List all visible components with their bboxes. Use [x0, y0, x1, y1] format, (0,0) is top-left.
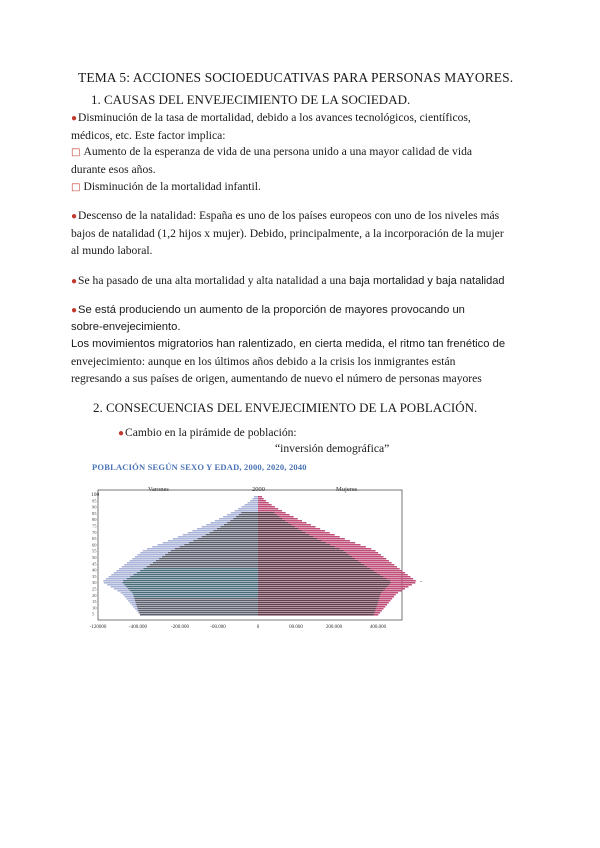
male-bar-inner — [165, 554, 258, 555]
male-bar — [252, 498, 258, 500]
chart-title: POBLACIÓN SEGÚN SEXO Y EDAD, 2000, 2020, 2040 — [92, 462, 307, 472]
bullet-icon: ● — [71, 305, 78, 316]
p2-line3: al mundo laboral. — [71, 244, 153, 258]
female-bar-inner — [258, 572, 377, 573]
female-bar-inner — [258, 542, 326, 543]
female-bar-inner — [258, 600, 378, 601]
male-bar-inner — [127, 578, 258, 579]
male-bar-inner — [123, 580, 258, 581]
paragraph-mortality — [71, 109, 471, 144]
male-bar-inner — [156, 560, 258, 561]
female-bar-inner — [258, 590, 383, 591]
male-bar-inner — [153, 562, 258, 563]
female-bar-inner — [258, 518, 282, 519]
female-bar-inner — [258, 524, 291, 525]
female-bar-inner — [258, 610, 375, 611]
y-tick: 25 — [92, 586, 97, 592]
section-2-heading: 2. CONSECUENCIAS DEL ENVEJECIMIENTO DE LA POBLACIÓN. — [93, 400, 478, 415]
male-bar-inner — [150, 564, 258, 565]
y-tick: 55 — [92, 548, 97, 554]
x-tick-label: 400.000 — [369, 625, 387, 630]
female-bar-inner — [258, 586, 387, 587]
square-bullet-icon: □ — [71, 182, 81, 194]
male-bar-inner — [134, 596, 258, 597]
female-bar-inner — [258, 588, 385, 589]
female-bar-inner — [258, 604, 377, 605]
female-bar-inner — [258, 522, 288, 523]
male-bar-inner — [184, 544, 258, 545]
male-bar-inner — [217, 528, 258, 529]
female-bar-inner — [258, 584, 389, 585]
female-bar-inner — [258, 520, 285, 521]
male-bar — [254, 496, 258, 498]
paragraph-migration — [71, 353, 482, 387]
bullet-icon: ● — [71, 211, 78, 222]
paragraph-aging — [71, 302, 505, 354]
p4-line2: sobre-envejecimiento. — [71, 321, 181, 334]
x-tick-label: -00.000 — [210, 625, 226, 630]
square-bullet-icon: □ — [71, 147, 81, 158]
p1-line1: Disminución de la tasa de mortalidad, debido a los avances tecnológicos, científicos, — [78, 111, 471, 124]
female-bar-inner — [258, 578, 387, 579]
female-bar-inner — [258, 532, 305, 533]
sub1-line1: Aumento de la esperanza de vida de una persona unido a una mayor calidad de vida — [83, 145, 473, 158]
male-bar-inner — [180, 546, 258, 547]
p3-b: baja mortalidad y baja natalidad — [349, 275, 505, 287]
female-bar-inner — [258, 582, 391, 583]
male-bar-inner — [136, 604, 258, 605]
male-bar-inner — [233, 518, 258, 519]
male-bar-inner — [206, 534, 258, 535]
male-bar-inner — [137, 572, 258, 573]
bullet-icon: ● — [71, 276, 78, 287]
y-tick: 85 — [92, 510, 97, 516]
male-bar-inner — [221, 526, 258, 527]
y-tick: 70 — [92, 529, 97, 535]
paragraph-transition — [71, 272, 504, 290]
female-bar-inner — [258, 562, 361, 563]
female-bar-inner — [258, 594, 380, 595]
female-bar-inner — [258, 536, 313, 537]
male-bar-inner — [159, 558, 258, 559]
male-bar-inner — [130, 590, 258, 591]
sub1-line2: durante esos años. — [71, 163, 156, 177]
male-bar-inner — [138, 610, 258, 611]
male-bar-inner — [132, 592, 258, 593]
p2-line1: Descenso de la natalidad: España es uno de los países europeos con uno de los niveles más — [78, 209, 500, 222]
male-bar-inner — [139, 612, 258, 613]
female-bar-inner — [258, 608, 376, 609]
label-females: Mujeres — [336, 486, 358, 493]
female-bar-inner — [258, 548, 339, 549]
female-bar-inner — [258, 550, 343, 551]
p5-line3: regresando a sus países de origen, aumentando de nuevo el número de personas mayores — [71, 372, 482, 386]
male-bar-inner — [130, 576, 258, 577]
male-bar-inner — [136, 602, 258, 603]
male-bar-inner — [133, 594, 258, 595]
y-tick: 95 — [92, 498, 97, 504]
male-bar-inner — [189, 542, 258, 543]
y-tick: 15 — [92, 599, 97, 605]
document-title: TEMA 5: ACCIONES SOCIOEDUCATIVAS PARA PERSONAS MAYORES. — [78, 70, 514, 85]
y-tick: 35 — [92, 573, 97, 579]
p1-line2: médicos, etc. Este factor implica: — [71, 129, 226, 143]
female-bar-inner — [258, 596, 380, 597]
female-bar-inner — [258, 592, 381, 593]
y-tick: 5 — [92, 611, 95, 617]
female-bar-inner — [258, 512, 274, 513]
male-bar — [241, 506, 258, 508]
male-bar-inner — [239, 514, 258, 515]
male-bar-inner — [123, 582, 258, 583]
y-tick: 90 — [92, 504, 97, 510]
female-bar-inner — [258, 570, 373, 571]
male-bar-inner — [134, 598, 258, 599]
sub2: Disminución de la mortalidad infantil. — [83, 180, 261, 194]
female-bar — [258, 502, 269, 504]
male-bar-inner — [140, 614, 258, 615]
female-bar-inner — [258, 566, 367, 567]
p4-line1: Se está produciendo un aumento de la proporción de mayores provocando un — [78, 304, 465, 316]
bullet-icon: ● — [118, 428, 125, 439]
x-tick-label: -400.000 — [129, 625, 147, 630]
y-tick: 20 — [92, 592, 97, 598]
male-bar-inner — [171, 550, 258, 551]
female-bar-inner — [258, 558, 355, 559]
male-bar-inner — [175, 548, 258, 549]
female-bar — [258, 496, 262, 498]
label-males: Varones — [148, 486, 169, 493]
female-bar-inner — [258, 530, 302, 531]
male-bar — [248, 502, 258, 504]
sublist-life-expectancy — [71, 143, 472, 197]
female-bar-inner — [258, 540, 321, 541]
female-bar — [258, 510, 282, 512]
x-tick-label: -200.000 — [171, 625, 189, 630]
x-tick-label: 00.000 — [289, 625, 303, 630]
pyramid-change-text: Cambio en la pirámide de población: — [125, 426, 297, 439]
male-bar-inner — [140, 570, 258, 571]
x-ticks — [90, 625, 387, 630]
y-tick: 45 — [92, 561, 97, 567]
male-bar-inner — [128, 588, 258, 589]
paragraph-natality — [71, 207, 504, 260]
p2-line2: bajos de natalidad (1,2 hijos x mujer). Debido, principalmente, a la incorporación de la mujer — [71, 227, 504, 241]
female-bar-inner — [258, 606, 377, 607]
male-bar-inner — [227, 522, 258, 523]
male-bar — [238, 508, 258, 510]
male-bar-inner — [137, 606, 258, 607]
female-bar-inner — [258, 602, 378, 603]
male-bar-inner — [224, 524, 258, 525]
label-year: 2000 — [252, 486, 265, 493]
female-bar-inner — [258, 614, 374, 615]
female-bar — [258, 508, 278, 510]
female-bar-inner — [258, 574, 380, 575]
female-bar-inner — [258, 534, 309, 535]
y-tick-top: 100 — [91, 492, 100, 498]
female-bar-inner — [258, 538, 317, 539]
female-bar-inner — [258, 516, 279, 517]
male-bar-inner — [162, 556, 258, 557]
y-tick: 50 — [92, 555, 97, 560]
male-bar-inner — [147, 566, 258, 567]
female-bar-inner — [258, 552, 346, 553]
male-bar-inner — [210, 532, 258, 533]
female-bar-inner — [258, 612, 374, 613]
y-tick: 80 — [92, 517, 97, 523]
p3-a: Se ha pasado de una alta mortalidad y alta natalidad a una — [78, 274, 350, 287]
demographic-inversion-quote: “inversión demográfica” — [275, 442, 390, 455]
section-1-heading: 1. CAUSAS DEL ENVEJECIMIENTO DE LA SOCIEDAD. — [91, 92, 411, 107]
x-tick-label: 200.000 — [325, 625, 343, 630]
male-bar-inner — [138, 608, 258, 609]
female-bar-inner — [258, 564, 364, 565]
male-bar — [250, 500, 258, 502]
male-bar-inner — [126, 586, 258, 587]
male-bar — [235, 510, 258, 512]
female-bar-inner — [258, 546, 335, 547]
x-tick-label: 0 — [256, 625, 260, 630]
male-bar-inner — [124, 584, 258, 585]
male-bar-inner — [213, 530, 258, 531]
x-tick-label: -120000 — [89, 625, 107, 630]
male-bar-inner — [135, 600, 258, 601]
p5-line1: Los movimientos migratorios han ralentizado, en cierta medida, el ritmo tan frenético de — [71, 338, 506, 351]
male-bar-inner — [202, 536, 258, 537]
female-bar-inner — [258, 580, 390, 581]
bullet-pyramid — [118, 424, 297, 442]
female-bar-inner — [258, 514, 277, 515]
y-tick: 10 — [92, 605, 97, 611]
female-bar-inner — [258, 556, 352, 557]
side-dash: - — [420, 579, 422, 585]
male-bar-inner — [134, 574, 258, 575]
bullet-icon: ● — [71, 113, 78, 124]
female-bar-inner — [258, 528, 298, 529]
male-bar-inner — [241, 512, 258, 513]
y-tick: 65 — [92, 536, 97, 542]
y-tick: 75 — [92, 523, 97, 529]
male-bar-inner — [198, 538, 258, 539]
population-pyramid-chart — [88, 482, 428, 632]
female-bar-inner — [258, 598, 379, 599]
female-bar-inner — [258, 560, 358, 561]
male-bar-inner — [168, 552, 258, 553]
male-bar — [245, 504, 258, 506]
female-bar-inner — [258, 544, 330, 545]
female-bar — [258, 506, 275, 508]
female-bar-inner — [258, 554, 349, 555]
male-bar-inner — [236, 516, 258, 517]
male-bar-inner — [230, 520, 258, 521]
y-ticks — [92, 498, 97, 616]
y-tick: 60 — [92, 542, 97, 548]
p5-line2: envejecimiento: aunque en los últimos años debido a la crisis los inmigrantes están — [71, 355, 456, 368]
female-bar — [258, 504, 272, 506]
female-bar-inner — [258, 568, 370, 569]
y-tick: 30 — [92, 580, 97, 586]
male-bar-inner — [143, 568, 258, 569]
female-bar — [258, 500, 266, 502]
female-bar — [258, 498, 264, 500]
female-bar-inner — [258, 526, 295, 527]
female-bar-inner — [258, 576, 383, 577]
male-bar-inner — [193, 540, 258, 541]
y-tick: 40 — [92, 567, 97, 573]
